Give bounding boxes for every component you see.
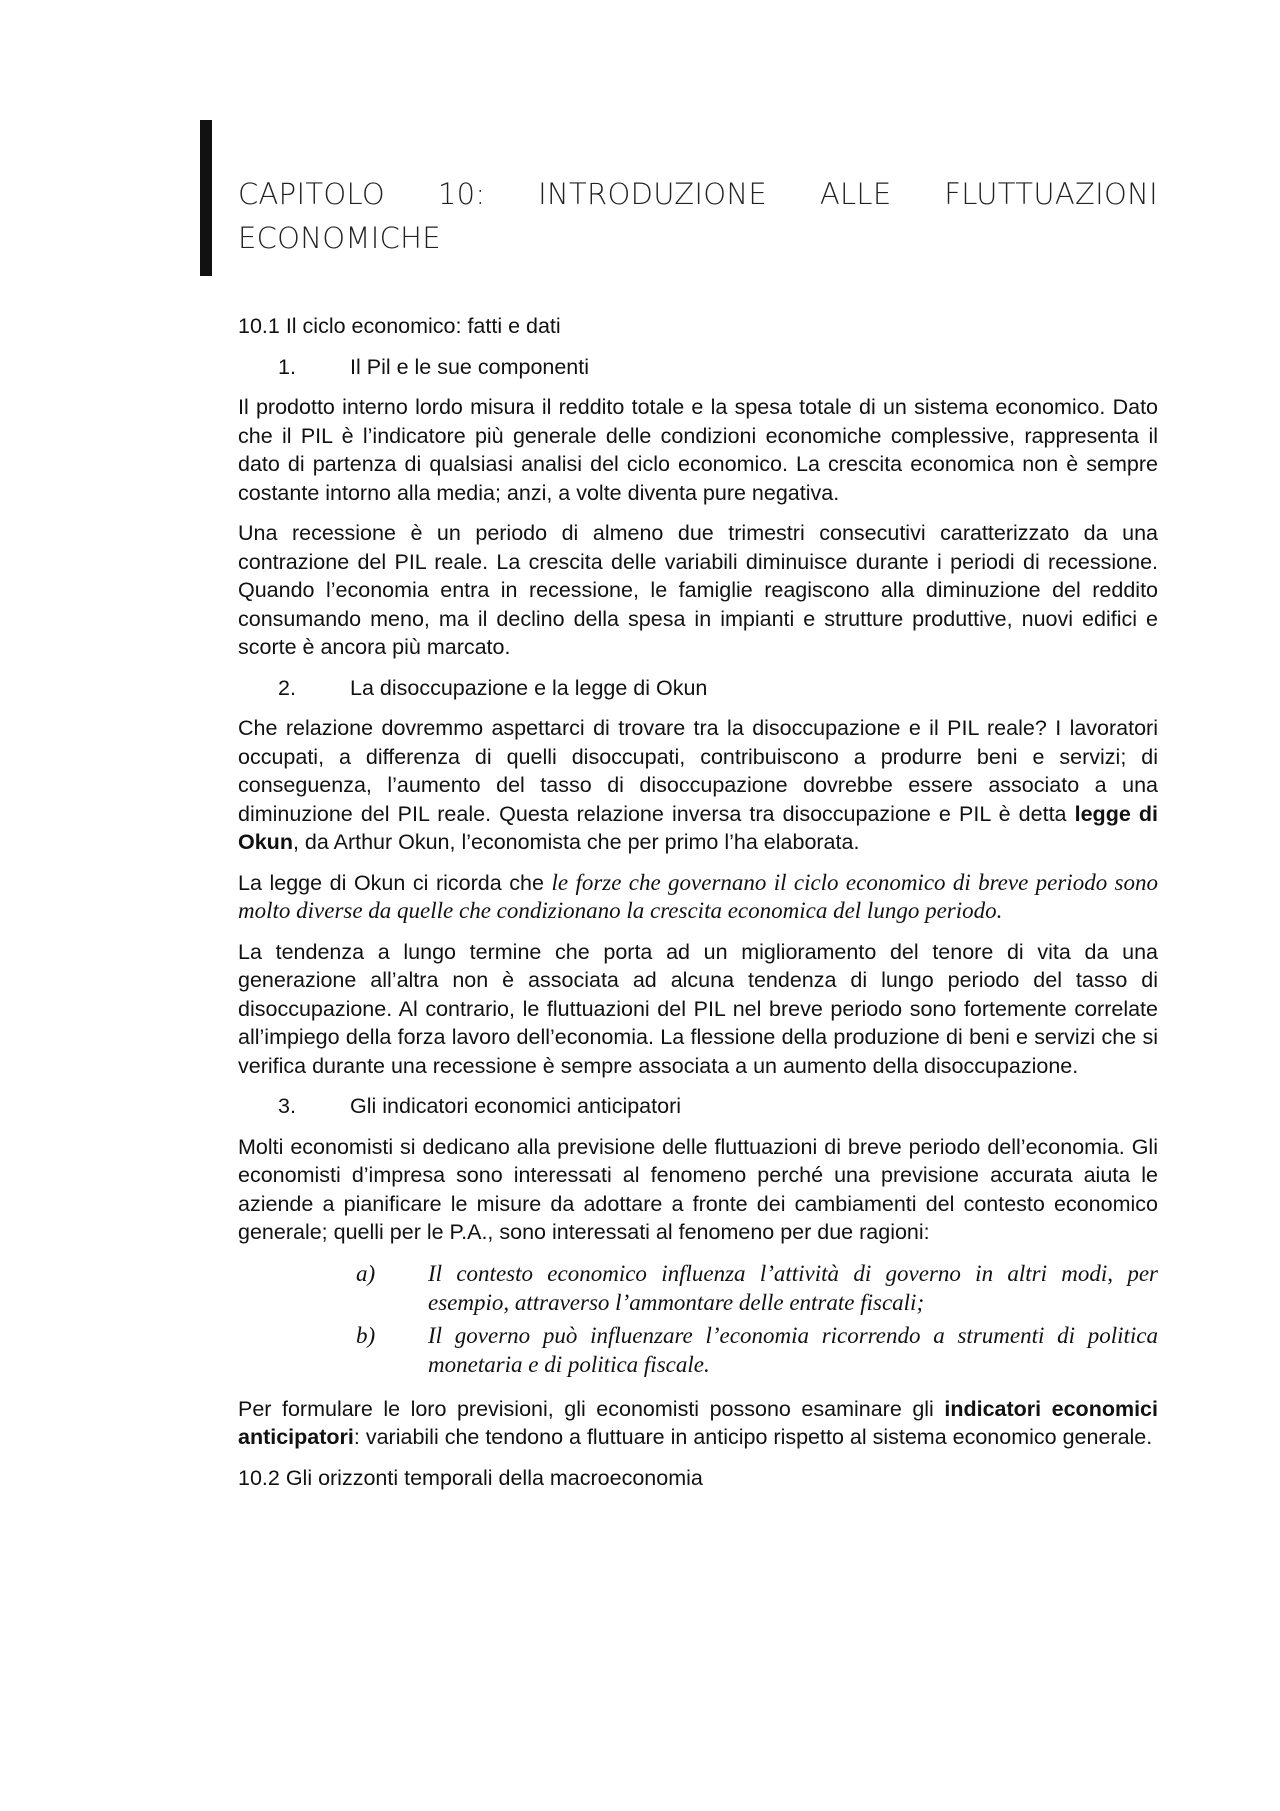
list-marker: a)	[356, 1260, 376, 1286]
chapter-title-word: CAPITOLO	[238, 177, 386, 211]
subsection-number: 2.	[278, 675, 296, 700]
subsection-title: Il Pil e le sue componenti	[350, 354, 590, 379]
chapter-title-line-2: ECONOMICHE	[238, 221, 441, 255]
bold-term-indicatori: indicatori economici anticipatori	[238, 1396, 1158, 1449]
chapter-title-word: ALLE	[819, 177, 892, 211]
list-text: Il contesto economico influenza l’attività di governo in altri modi, per esempio, attraverso l’ammontare delle entrate fiscali;	[428, 1260, 1158, 1315]
chapter-title-word: INTRODUZIONE	[538, 177, 768, 211]
subsection-title: La disoccupazione e la legge di Okun	[350, 675, 708, 700]
paragraph-okun	[238, 714, 1158, 857]
subsection-heading-3	[278, 1092, 1158, 1121]
chapter-title-word: 10:	[437, 177, 486, 211]
paragraph-okun-reminder	[238, 869, 1158, 926]
list-text: Il governo può influenzare l’economia ricorrendo a strumenti di politica monetaria e di politica fiscale.	[428, 1322, 1158, 1377]
text-run: , da Arthur Okun, l’economista che per primo l’ha elaborata.	[292, 830, 860, 854]
subsection-number: 1.	[278, 354, 296, 379]
section-heading-10-2: 10.2 Gli orizzonti temporali della macroeconomia	[238, 1465, 703, 1490]
list-item-b	[356, 1321, 1158, 1379]
subsection-number: 3.	[278, 1094, 296, 1118]
subsection-heading-1	[278, 353, 1158, 382]
chapter-title-word: FLUTTUAZIONI	[944, 177, 1158, 211]
paragraph-recessione: Una recessione è un periodo di almeno due trimestri consecutivi caratterizzato da una contrazione del PIL reale. La crescita delle variabili diminuisce durante i periodi di recessione. Quando l’economia entra in recessione, le famiglie reagiscono alla diminuzione del reddito consumando meno, ma il declino della spesa in impianti e strutture produttive, nuovi edifici e scorte è ancora più marcato.	[238, 521, 1158, 659]
subsection-heading-2	[278, 674, 1158, 703]
text-run: Che relazione dovremmo aspettarci di trovare tra la disoccupazione e il PIL reale? I lavoratori occupati, a differenza di quelli disoccupati, contribuiscono a produrre beni e servizi; di conseguenza, l’aumento del tasso di disoccupazione dovrebbe essere associato a una diminuzione del PIL reale. Questa relazione inversa tra disoccupazione e PIL è detta	[238, 716, 1158, 826]
paragraph-tendenza: La tendenza a lungo termine che porta ad un miglioramento del tenore di vita da una generazione all’altra non è associata ad alcuna tendenza di lungo periodo del tasso di disoccupazione. Al contrario, le fluttuazioni del PIL nel breve periodo sono fortemente correlate all’impiego della forza lavoro dell’economia. La flessione della produzione di beni e servizi che si verifica durante una recessione è sempre associata a un aumento della disoccupazione.	[238, 939, 1158, 1078]
text-run: : variabili che tendono a fluttuare in anticipo rispetto al sistema economico generale.	[353, 1425, 1153, 1449]
bold-term-legge-di-okun: legge di Okun	[238, 801, 1159, 854]
text-run: La legge di Okun ci ricorda che	[238, 870, 552, 895]
paragraph-previsione: Molti economisti si dedicano alla previsione delle fluttuazioni di breve periodo dell’economia. Gli economisti d’impresa sono interessati al fenomeno perché una previsione accurata aiuta le aziende a pianificare le misure da adottare a fronte dei cambiamenti del contesto economico generale; quelli per le P.A., sono interessati al fenomeno per due ragioni:	[238, 1134, 1158, 1244]
paragraph-pil: Il prodotto interno lordo misura il reddito totale e la spesa totale di un sistema economico. Dato che il PIL è l’indicatore più generale delle condizioni economiche complessive, rappresenta il dato di partenza di qualsiasi analisi del ciclo economico. La crescita economica non è sempre costante intorno alla media; anzi, a volte diventa pure negativa.	[238, 395, 1158, 505]
section-heading-10-1: 10.1 Il ciclo economico: fatti e dati	[238, 314, 561, 338]
subsection-title: Gli indicatori economici anticipatori	[350, 1094, 682, 1118]
text-run: Per formulare le loro previsioni, gli economisti possono esaminare gli	[238, 1396, 945, 1421]
list-item-a	[356, 1259, 1158, 1317]
chapter-title	[238, 172, 1158, 260]
paragraph-indicatori	[238, 1395, 1158, 1452]
list-marker: b)	[356, 1322, 376, 1348]
italic-quote: le forze che governano il ciclo economico di breve periodo sono molto diverse da quelle che condizionano la crescita economica del lungo periodo.	[238, 869, 1158, 923]
chapter-title-bar	[200, 120, 212, 276]
document-body	[238, 312, 1158, 1504]
chapter-title-line-1	[238, 172, 1158, 216]
